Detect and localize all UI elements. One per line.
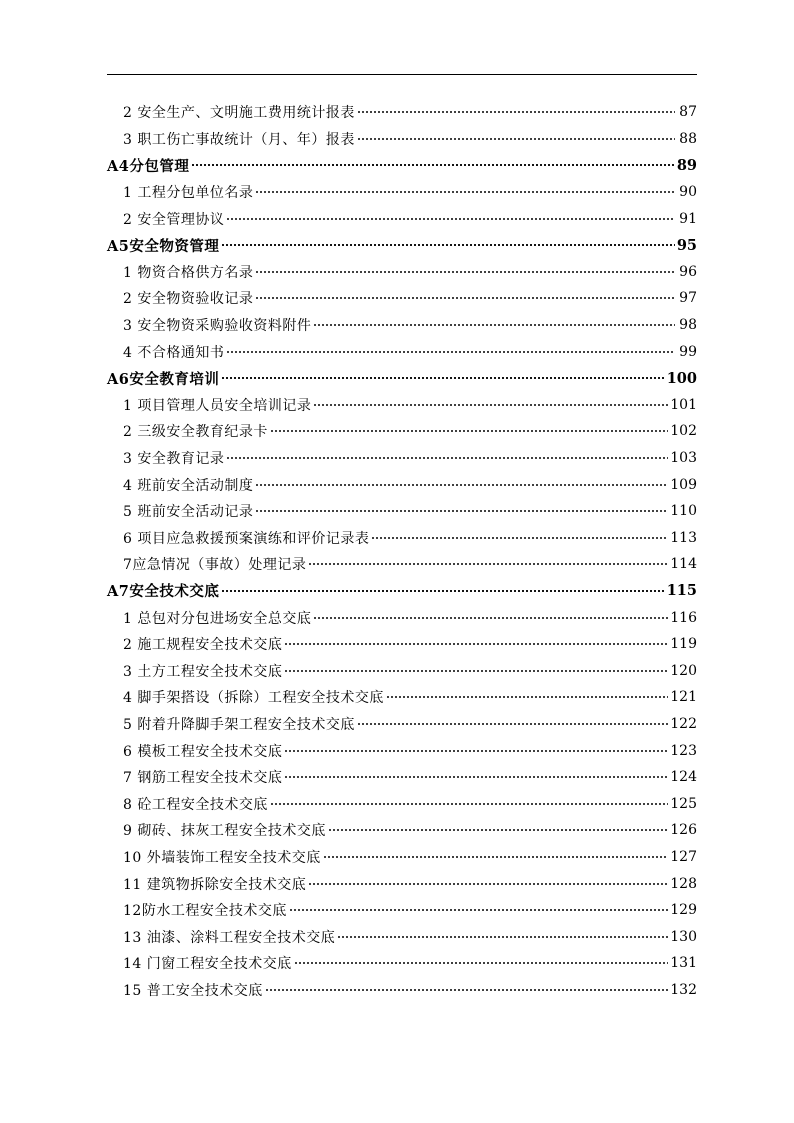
toc-entry-page: 124 (670, 769, 697, 786)
toc-entry-page: 123 (670, 742, 697, 759)
dot-leader (284, 641, 668, 647)
dot-leader (323, 854, 669, 860)
toc-entry-title: 5 班前安全活动记录 (123, 504, 254, 521)
toc-entry-title: 4 不合格通知书 (123, 344, 225, 361)
dot-leader (357, 136, 675, 142)
toc-entry-title: 7 钢筋工程安全技术交底 (123, 770, 283, 787)
toc-entry[interactable] (107, 445, 697, 472)
dot-leader (308, 881, 668, 887)
dot-leader (221, 375, 664, 381)
toc-entry-title: 5 附着升降脚手架工程安全技术交底 (123, 716, 355, 733)
dot-leader (255, 269, 675, 275)
dot-leader (226, 349, 675, 355)
toc-entry-title: 4 脚手架搭设（拆除）工程安全技术交底 (123, 690, 384, 707)
dot-leader (265, 987, 669, 993)
toc-entry-title: 3 土方工程安全技术交底 (123, 663, 283, 680)
dot-leader (313, 615, 668, 621)
toc-entry[interactable] (107, 684, 697, 711)
toc-entry-title: 1 项目管理人员安全培训记录 (123, 397, 312, 414)
dot-leader (255, 189, 675, 195)
toc-entry-title: 2 安全生产、文明施工费用统计报表 (123, 105, 355, 122)
toc-section-entry[interactable] (107, 232, 697, 259)
toc-entry-title: 1 工程分包单位名录 (123, 185, 254, 202)
toc-section-entry[interactable] (107, 578, 697, 605)
toc-entry-page: 130 (670, 928, 697, 945)
dot-leader (308, 561, 668, 567)
toc-entry-title: 7应急情况（事故）处理记录 (123, 557, 307, 574)
toc-entry[interactable] (107, 711, 697, 738)
toc-entry[interactable] (107, 418, 697, 445)
toc-entry-title: 1 物资合格供方名录 (123, 264, 254, 281)
toc-entry-title: 14 门窗工程安全技术交底 (123, 956, 292, 973)
toc-entry-title: 6 项目应急救援预案演练和评价记录表 (123, 530, 370, 547)
toc-entry-page: 98 (679, 317, 697, 334)
toc-entry-page: 91 (679, 210, 697, 227)
toc-entry[interactable] (107, 179, 697, 206)
toc-entry-title: 13 油漆、涂料工程安全技术交底 (123, 929, 336, 946)
toc-entry[interactable] (107, 737, 697, 764)
toc-entry-page: 119 (670, 636, 697, 653)
toc-entry-page: 114 (670, 556, 697, 573)
toc-entry-page: 97 (679, 290, 697, 307)
toc-entry[interactable] (107, 259, 697, 286)
dot-leader (270, 801, 668, 807)
toc-entry-page: 122 (670, 715, 697, 732)
toc-entry[interactable] (107, 897, 697, 924)
toc-entry-title: A5安全物资管理 (107, 237, 220, 255)
toc-entry-title: 2 施工规程安全技术交底 (123, 637, 283, 654)
toc-entry-title: 1 总包对分包进场安全总交底 (123, 610, 312, 627)
dot-leader (221, 588, 664, 594)
toc-entry-title: 2 安全管理协议 (123, 211, 225, 228)
toc-entry-title: 9 砌砖、抹灰工程安全技术交底 (123, 823, 326, 840)
dot-leader (289, 907, 668, 913)
toc-entry-page: 120 (670, 662, 697, 679)
dot-leader (255, 295, 675, 301)
toc-entry[interactable] (107, 657, 697, 684)
dot-leader (313, 402, 668, 408)
toc-entry-title: 11 建筑物拆除安全技术交底 (123, 876, 307, 893)
dot-leader (284, 748, 668, 754)
toc-entry-title: 10 外墙装饰工程安全技术交底 (123, 849, 321, 866)
toc-entry[interactable] (107, 471, 697, 498)
toc-entry-page: 89 (676, 156, 697, 174)
toc-entry-page: 100 (666, 369, 697, 387)
toc-entry[interactable] (107, 205, 697, 232)
toc-entry-page: 125 (670, 795, 697, 812)
dot-leader (371, 535, 668, 541)
toc-entry-title: A7安全技术交底 (107, 583, 220, 601)
table-of-contents (107, 99, 697, 1003)
toc-entry[interactable] (107, 312, 697, 339)
toc-section-entry[interactable] (107, 365, 697, 392)
toc-entry[interactable] (107, 817, 697, 844)
toc-entry-page: 128 (670, 875, 697, 892)
toc-entry[interactable] (107, 99, 697, 126)
dot-leader (337, 934, 668, 940)
toc-entry[interactable] (107, 338, 697, 365)
toc-section-entry[interactable] (107, 152, 697, 179)
dot-leader (328, 827, 668, 833)
toc-entry[interactable] (107, 844, 697, 871)
toc-entry-page: 132 (670, 981, 697, 998)
toc-entry-title: 2 三级安全教育纪录卡 (123, 424, 268, 441)
toc-entry-title: 8 砼工程安全技术交底 (123, 796, 268, 813)
header-rule (107, 74, 697, 75)
dot-leader (255, 508, 668, 514)
toc-entry-page: 113 (670, 529, 697, 546)
dot-leader (313, 322, 675, 328)
toc-entry-title: 2 安全物资验收记录 (123, 291, 254, 308)
toc-entry-page: 110 (670, 503, 697, 520)
toc-entry-page: 126 (670, 822, 697, 839)
toc-entry[interactable] (107, 977, 697, 1004)
toc-entry-page: 88 (679, 130, 697, 147)
toc-entry[interactable] (107, 790, 697, 817)
dot-leader (221, 242, 674, 248)
toc-entry-page: 90 (679, 184, 697, 201)
toc-entry[interactable] (107, 950, 697, 977)
toc-entry[interactable] (107, 498, 697, 525)
toc-entry-page: 129 (670, 902, 697, 919)
toc-entry-page: 115 (666, 582, 697, 600)
toc-entry-title: 12防水工程安全技术交底 (123, 903, 287, 920)
toc-entry-title: 4 班前安全活动制度 (123, 477, 254, 494)
dot-leader (226, 455, 668, 461)
toc-entry[interactable] (107, 525, 697, 552)
toc-entry[interactable] (107, 870, 697, 897)
dot-leader (226, 216, 675, 222)
toc-entry-page: 121 (670, 689, 697, 706)
toc-entry[interactable] (107, 126, 697, 153)
toc-entry[interactable] (107, 923, 697, 950)
toc-entry-page: 131 (670, 955, 697, 972)
toc-entry-page: 99 (679, 343, 697, 360)
dot-leader (191, 162, 674, 168)
toc-entry-title: 3 安全物资采购验收资料附件 (123, 318, 312, 335)
dot-leader (294, 960, 669, 966)
toc-entry-title: 6 模板工程安全技术交底 (123, 743, 283, 760)
toc-entry[interactable] (107, 551, 697, 578)
toc-entry-page: 103 (670, 450, 697, 467)
toc-entry[interactable] (107, 764, 697, 791)
toc-entry-title: 3 职工伤亡事故统计（月、年）报表 (123, 131, 355, 148)
toc-entry[interactable] (107, 604, 697, 631)
toc-entry[interactable] (107, 392, 697, 419)
toc-entry-page: 95 (676, 236, 697, 254)
toc-entry-page: 116 (670, 609, 697, 626)
dot-leader (357, 721, 668, 727)
toc-entry-title: A4分包管理 (107, 157, 190, 175)
dot-leader (255, 482, 668, 488)
dot-leader (284, 668, 668, 674)
toc-entry-page: 127 (670, 848, 697, 865)
toc-entry-page: 109 (670, 476, 697, 493)
toc-entry-title: 3 安全教育记录 (123, 451, 225, 468)
toc-entry[interactable] (107, 631, 697, 658)
toc-entry-page: 96 (679, 263, 697, 280)
toc-entry-page: 101 (670, 396, 697, 413)
toc-entry-page: 102 (670, 423, 697, 440)
dot-leader (386, 694, 668, 700)
dot-leader (270, 428, 668, 434)
dot-leader (284, 774, 668, 780)
toc-entry-title: 15 普工安全技术交底 (123, 982, 263, 999)
toc-entry[interactable] (107, 285, 697, 312)
toc-entry-title: A6安全教育培训 (107, 370, 220, 388)
dot-leader (357, 109, 675, 115)
toc-entry-page: 87 (679, 104, 697, 121)
